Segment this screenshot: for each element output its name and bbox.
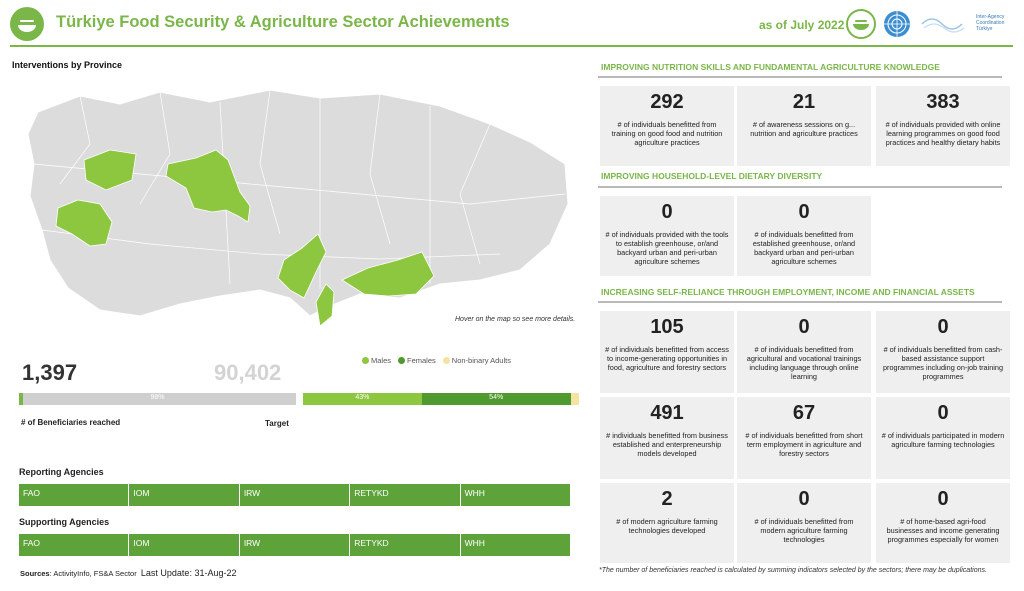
kpi-description: # of individuals provided with online learning programmes on good food practices and healthy dietary habits: [885, 120, 1001, 147]
kpi-value: 105: [650, 316, 684, 338]
kpi-card: [737, 311, 871, 393]
kpi-card: [600, 86, 734, 166]
segment-percent: 43%: [355, 394, 370, 401]
kpi-card: [600, 397, 734, 479]
agency-cell[interactable]: FAO: [19, 534, 129, 556]
page-title: Türkiye Food Security & Agriculture Sector Achievements: [56, 13, 510, 31]
agency-cell[interactable]: IRW: [240, 534, 350, 556]
agency-cell[interactable]: RETYKD: [350, 484, 460, 506]
gender-segment-non-binary[interactable]: [571, 393, 579, 405]
agency-cell[interactable]: RETYKD: [350, 534, 460, 556]
sources-label: Sources: [20, 569, 50, 578]
kpi-card: [737, 397, 871, 479]
kpi-description: # of individuals participated in modern agriculture farming technologies: [881, 431, 1005, 449]
sources-line: [20, 568, 236, 578]
kpi-description: # of individuals benefitted from cash-based assistance support programmes including on-job training programmes: [882, 345, 1004, 381]
kpi-card: [737, 86, 871, 166]
un-logo: [881, 9, 913, 39]
kpi-description: # of awareness sessions on g... nutrition and agriculture practices: [750, 120, 858, 138]
kpi-description: # of individuals benefitted from established greenhouse, or/and backyard urban and peri-urban agriculture schemes: [752, 230, 856, 266]
food-bowl-icon: [10, 7, 44, 41]
kpi-description: # of individuals benefitted from access to income-generating opportunities in food, agriculture and forestry sectors: [605, 345, 729, 372]
sources-text: : ActivityInfo, FS&A Sector: [49, 569, 137, 578]
inter-agency-coordination-logo: [920, 11, 1020, 37]
kpi-value: 0: [937, 316, 949, 338]
legend-dot: [398, 357, 405, 364]
legend-label: Non-binary Adults: [451, 356, 511, 365]
section-divider: [598, 301, 1002, 303]
kpi-card: [876, 397, 1010, 479]
beneficiaries-reached-value: 1,397: [22, 360, 78, 385]
legend-label: Females: [407, 356, 436, 365]
kpi-value: 0: [937, 488, 949, 510]
kpi-value: 2: [661, 488, 673, 510]
kpi-description: # of individuals benefitted from modern agriculture farming technologies: [754, 517, 854, 544]
agency-cell[interactable]: IRW: [240, 484, 350, 506]
kpi-card: [876, 86, 1010, 166]
reached-label: # of Beneficiaries reached: [21, 418, 121, 427]
kpi-description: # individuals benefitted from business established and enterpreneurship models developed: [606, 431, 728, 458]
legend-item-non-binary: [443, 356, 511, 365]
legend-item-females: [398, 356, 436, 365]
legend-item-males: [362, 356, 391, 365]
kpi-description: # of modern agriculture farming technologies developed: [616, 517, 718, 535]
supporting-agencies-title: Supporting Agencies: [19, 517, 110, 527]
agency-cell[interactable]: WHH: [461, 484, 571, 506]
agency-cell[interactable]: IOM: [129, 534, 239, 556]
food-security-cluster-logo: [846, 9, 876, 39]
footnote: *The number of beneficiaries reached is calculated by summing indicators selected by the sectors; there may be duplications.: [599, 567, 987, 574]
kpi-card: [876, 483, 1010, 563]
reached-progress-percent: 98%: [150, 394, 165, 401]
iacc-label: Inter-Agency Coordination Türkiye: [976, 14, 1005, 32]
legend-dot: [362, 357, 369, 364]
kpi-card: [600, 196, 734, 276]
beneficiaries-target-value: 90,402: [214, 360, 282, 385]
kpi-value: 292: [650, 91, 684, 113]
section-divider: [598, 186, 1002, 188]
section-title-nutrition: IMPROVING NUTRITION SKILLS AND FUNDAMENTAL AGRICULTURE KNOWLEDGE: [601, 62, 940, 72]
legend-dot: [443, 357, 450, 364]
header: [0, 0, 1024, 46]
supporting-agencies-row: [19, 534, 571, 556]
kpi-value: 383: [926, 91, 960, 113]
kpi-value: 0: [798, 316, 810, 338]
reached-progress-bar: [19, 393, 296, 405]
section-title-dietary: IMPROVING HOUSEHOLD-LEVEL DIETARY DIVERSITY: [601, 171, 823, 181]
reporting-agencies-row: [19, 484, 571, 506]
gender-segment-males[interactable]: [303, 393, 422, 405]
kpi-value: 0: [661, 201, 673, 223]
kpi-value: 21: [792, 91, 816, 113]
last-update: Last Update: 31-Aug-22: [140, 568, 237, 578]
reporting-agencies-title: Reporting Agencies: [19, 467, 104, 477]
header-divider: [10, 45, 1013, 47]
kpi-description: # of individuals benefitted from training on good food and nutrition agriculture practices: [611, 120, 723, 147]
map-hint: Hover on the map so see more details.: [455, 316, 576, 323]
agency-cell[interactable]: FAO: [19, 484, 129, 506]
kpi-card: [737, 483, 871, 563]
kpi-card: [600, 483, 734, 563]
gender-segment-females[interactable]: [422, 393, 571, 405]
kpi-value: 491: [650, 402, 684, 424]
gender-breakdown-bar[interactable]: [303, 393, 579, 405]
province-map[interactable]: [20, 84, 580, 334]
section-title-self-reliance: INCREASING SELF-RELIANCE THROUGH EMPLOYMENT, INCOME AND FINANCIAL ASSETS: [601, 287, 975, 297]
kpi-value: 67: [792, 402, 816, 424]
section-divider: [598, 76, 1002, 78]
kpi-description: # of home-based agri-food businesses and income generating programmes especially for women: [886, 517, 1000, 544]
kpi-description: # of individuals provided with the tools to establish greenhouse, or/and backyard urban and peri-urban agriculture schemes: [605, 230, 729, 266]
legend-label: Males: [371, 356, 392, 365]
gender-legend: [362, 356, 511, 365]
kpi-value: 0: [937, 402, 949, 424]
kpi-description: # of individuals benefitted from short term employment in agriculture and forestry sectors: [745, 431, 863, 458]
kpi-card: [737, 196, 871, 276]
kpi-card: [600, 311, 734, 393]
map-title: Interventions by Province: [12, 60, 123, 70]
kpi-card: [876, 311, 1010, 393]
kpi-value: 0: [798, 201, 810, 223]
target-label: Target: [265, 419, 289, 428]
agency-cell[interactable]: WHH: [461, 534, 571, 556]
segment-percent: 54%: [489, 394, 504, 401]
report-date: as of July 2022: [759, 18, 845, 32]
agency-cell[interactable]: IOM: [129, 484, 239, 506]
kpi-description: # of individuals benefitted from agricultural and vocational trainings including language through online learning: [746, 345, 862, 381]
kpi-value: 0: [798, 488, 810, 510]
